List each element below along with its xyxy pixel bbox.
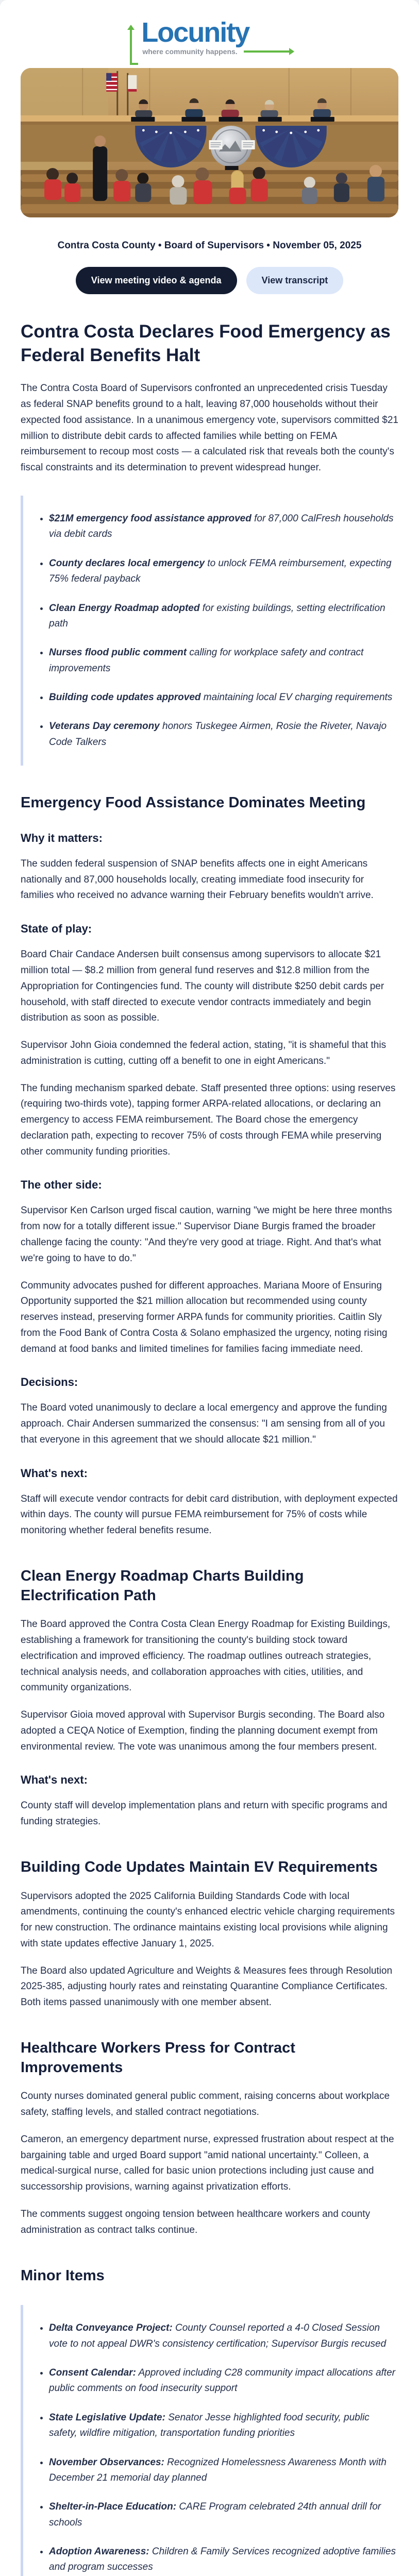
paragraph: The sudden federal suspension of SNAP benefits affects one in eight Americans nationally and 87,000 households locally, creating immediate food insecurity for families who received no advance warning their February benefits wouldn't arrive. [21,858,374,901]
minor-item: • Adoption Awareness: Children & Family Services recognized adoptive families and program successes [49,2544,398,2575]
key-point-item: • Building code updates approved maintaining local EV charging requirements [49,690,398,705]
minor-items-callout [21,2305,398,2576]
key-point-item: • Clean Energy Roadmap adopted for existing buildings, setting electrification path [49,601,398,632]
sub-heading: What's next: [21,1773,88,1787]
minor-item: • Consent Calendar: Approved including C28 community impact allocations after public comments on food insecurity support [49,2365,398,2397]
minor-item: • November Observances: Recognized Homelessness Awareness Month with December 21 memorial day planned [49,2455,398,2486]
paragraph: Board Chair Candace Andersen built consensus among supervisors to allocate $21 million total — $8.2 million from general fund reserves and $12.8 million from the Appropriation for Contingencies fund. The county will distribute $250 debit cards per household, with staff directed to execute vendor contracts immediately and begin distribution as soon as possible. [21,949,384,1024]
sub-heading: Why it matters: [21,831,103,844]
minor-item: • Shelter-in-Place Education: CARE Program celebrated 24th annual drill for schools [49,2499,398,2531]
action-buttons [0,267,419,294]
paragraph: The Board voted unanimously to declare a local emergency and approve the funding approach. Chair Andersen summarized the consensus: "I am sensing from all of you that everyone in this agreement that we should allocate $21 million." [21,1402,387,1445]
key-point-item: • County declares local emergency to unlock FEMA reimbursement, expecting 75% federal payback [49,556,398,587]
logo-right-arrow-icon [244,50,293,53]
sub-heading: The other side: [21,1178,102,1192]
paragraph: The funding mechanism sparked debate. Staff presented three options: using reserves (requiring two-thirds vote), tapping former ARPA-related allocations, or declaring an emergency to access FEMA reimbursement. The Board chose the emergency declaration path, expecting to recover 75% of costs through FEMA while preserving other community funding priorities. [21,1082,396,1157]
paragraph: The Board approved the Contra Costa Clean Energy Roadmap for Existing Buildings, establishing a framework for transitioning the county's building stock toward electrification and improved efficiency. The roadmap outlines outreach strategies, technical analysis needs, and collaboration approaches with cities, utilities, and community organizations. [21,1619,391,1693]
minor-item: • Delta Conveyance Project: County Counsel reported a 4-0 Closed Session vote to not appeal DWR's consistency certification; Supervisor Burgis recused [49,2320,398,2352]
section-heading: Minor Items [21,2267,105,2284]
section-heading: Building Code Updates Maintain EV Requirements [21,1858,378,1875]
newsletter-header [0,0,419,60]
paragraph: County nurses dominated general public comment, raising concerns about workplace safety, staffing levels, and stalled contract negotiations. [21,2091,390,2118]
section-heading: Healthcare Workers Press for Contract Improvements [21,2040,295,2076]
minor-item: • State Legislative Update: Senator Jesse highlighted food security, public safety, wildfire mitigation, transportation funding priorities [49,2410,398,2442]
key-point-item: • $21M emergency food assistance approved for 87,000 CalFresh households via debit cards [49,511,398,543]
meeting-photo [21,68,398,217]
paragraph: Staff will execute vendor contracts for debit card distribution, with deployment expected within days. The county will pursue FEMA reimbursement for 75% of costs while monitoring whether federal benefits resume. [21,1493,398,1536]
paragraph: Cameron, an emergency department nurse, expressed frustration about respect at the bargaining table and urged Board support "amid national uncertainty." Colleen, a medical-surgical nurse, called for basic union protections including just cause and successorship provisions, warning against privatization efforts. [21,2133,394,2193]
paragraph: Supervisor John Gioia condemned the federal action, stating, "it is shameful that this administration is cutting, cutting off a benefit to one in eight Americans." [21,1040,387,1066]
view-transcript-button[interactable]: View transcript [246,267,344,294]
section-emergency-food-assistance [21,793,398,1539]
key-points-callout [21,496,398,766]
paragraph: The comments suggest ongoing tension between healthcare workers and county administration as contract talks continue. [21,2208,371,2235]
locunity-logo [126,15,293,56]
paragraph: Supervisor Ken Carlson urged fiscal caution, warning "we might be here three months from now for a totally different issue." Supervisor Diane Burgis framed the broader challenge facing the county: "And they're very good at triage. Right. And that's what we're going to have to do." [21,1205,392,1264]
view-meeting-video-agenda-button[interactable]: View meeting video & agenda [76,267,237,294]
key-point-item: • Veterans Day ceremony honors Tuskegee Airmen, Rosie the Riveter, Navajo Code Talkers [49,719,398,750]
article-body [0,320,419,2576]
minor-items-list [39,2320,398,2576]
section-minor-items [21,2266,398,2576]
sub-heading: What's next: [21,1466,88,1480]
logo-wordmark: Locunity [141,17,249,48]
paragraph: County staff will develop implementation plans and return with specific programs and funding strategies. [21,1800,388,1827]
article-title: Contra Costa Declares Food Emergency as Federal Benefits Halt [21,321,391,366]
paragraph: Supervisor Gioia moved approval with Supervisor Burgis seconding. The Board also adopted a CEQA Notice of Exemption, finding the planning document exempt from environmental review. The vote was unanimous among the four members present. [21,1709,385,1752]
paragraph: Supervisors adopted the 2025 California Building Standards Code with local amendments, continuing the county's enhanced electric vehicle charging requirements for new construction. The ordinance maintains existing local provisions while aligning with state updates effective January 1, 2025. [21,1890,395,1949]
article-intro: The Contra Costa Board of Supervisors confronted an unprecedented crisis Tuesday as federal SNAP benefits ground to a halt, leaving 87,000 households without their expected food assistance. In a unanimous emergency vote, supervisors committed $21 million to distribute debit cards to affected families while betting on FEMA reimbursement to recoup most costs — a calculated risk that reveals both the county's fiscal constraints and its determination to prevent widespread hunger. [21,383,398,473]
section-heading: Emergency Food Assistance Dominates Meeting [21,794,366,811]
sub-heading: Decisions: [21,1376,78,1389]
key-points-list [39,511,398,750]
paragraph: Community advocates pushed for different approaches. Mariana Moore of Ensuring Opportunity supported the $21 million allocation but recommended using county reserves instead, preserving former ARPA funds for community priorities. Caitlin Sly from the Food Bank of Contra Costa & Solano emphasized the urgency, noting rising demand at food banks and limited timelines for families facing immediate need. [21,1280,388,1354]
meeting-photo-illustration [21,68,398,217]
section-heading: Clean Energy Roadmap Charts Building Electrification Path [21,1567,304,1604]
sub-heading: State of play: [21,922,92,936]
paragraph: The Board also updated Agriculture and Weights & Measures fees through Resolution 2025-385, adjusting hourly rates and reinstating Quarantine Compliance Certificates. Both items passed unanimously with one member absent. [21,1965,393,2008]
section-building-code-updates [21,1858,398,2011]
meeting-meta-line: Contra Costa County • Board of Supervisors • November 05, 2025 [57,240,362,251]
section-healthcare-workers [21,2039,398,2239]
logo-tagline: where community happens. [142,47,238,56]
logo-up-arrow-icon [130,26,132,63]
section-clean-energy-roadmap [21,1567,398,1830]
key-point-item: • Nurses flood public comment calling for workplace safety and contract improvements [49,645,398,676]
